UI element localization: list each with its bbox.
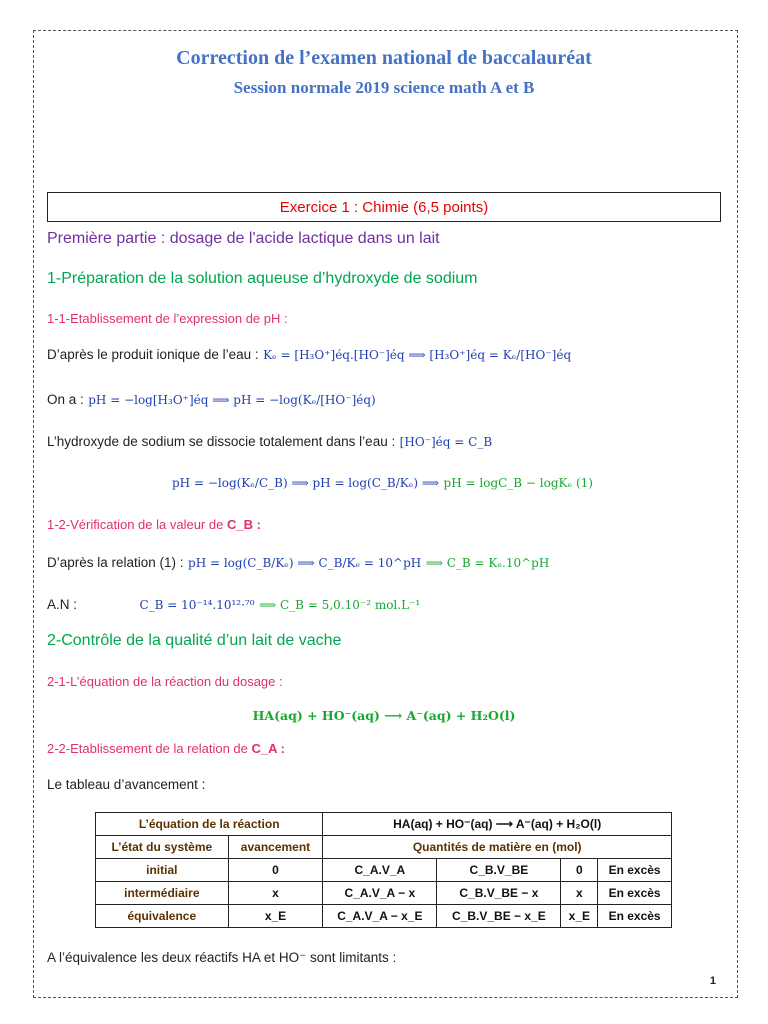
ph-formula-blue: pH = −log(Kₑ/C_B) ⟹ pH = log(C_B/Kₑ) ⟹ [172, 476, 440, 490]
table-row [96, 905, 672, 928]
hydroxyde-label: L’hydroxyde de sodium se dissocie totalement dans l’eau : [47, 434, 396, 449]
eau-label: D’après le produit ionique de l’eau : [47, 347, 259, 362]
table-cell: x_E [228, 905, 323, 928]
table-cell: Quantités de matière en (mol) [323, 836, 672, 859]
hydroxyde-line [47, 433, 492, 451]
table-row [96, 836, 672, 859]
hydroxyde-formula: [HO⁻]éq = C_B [399, 435, 493, 449]
table-cell: En excès [598, 882, 672, 905]
an-formula: C_B = 10⁻¹⁴.10¹²·⁷⁰ [139, 598, 255, 612]
tableau-label: Le tableau d’avancement : [47, 777, 206, 792]
subsection-1-2 [47, 517, 261, 532]
page-number: 1 [709, 975, 716, 987]
table-cell: L’état du système [96, 836, 229, 859]
table-cell: En excès [598, 905, 672, 928]
table-cell: HA(aq) + HO⁻(aq) ⟶ A⁻(aq) + H₂O(l) [323, 813, 672, 836]
table-cell: 0 [228, 859, 323, 882]
eau-line [47, 346, 571, 364]
relation-formula: pH = log(C_B/Kₑ) ⟹ C_B/Kₑ = 10^pH [188, 556, 422, 570]
subsection-2-2-label: 2-2-Etablissement de la relation de [47, 741, 248, 756]
subsection-2-2 [47, 741, 285, 756]
ph-formula-green: pH = logC_B − logKₑ (1) [443, 476, 593, 490]
exercise-title: Exercice 1 : Chimie (6,5 points) [279, 199, 489, 216]
document-subtitle: Session normale 2019 science math A et B [233, 78, 535, 97]
ona-line [47, 391, 376, 409]
table-row [96, 859, 672, 882]
relation-line [47, 554, 549, 572]
table-cell: équivalence [96, 905, 229, 928]
table-cell: intermédiaire [96, 882, 229, 905]
equivalence-text: A l’équivalence les deux réactifs HA et HO⁻ sont limitants : [47, 950, 397, 965]
an-line [47, 596, 420, 614]
ona-label: On a : [47, 392, 84, 407]
table-cell: 0 [561, 859, 598, 882]
table-cell: C_A.V_A − x_E [323, 905, 437, 928]
section-heading-1: 1-Préparation de la solution aqueuse d’hydroxyde de sodium [47, 270, 478, 287]
subsection-2-2-var: C_A : [251, 741, 285, 756]
subsection-1-2-label: 1-2-Vérification de la valeur de [47, 517, 224, 532]
progress-table [95, 812, 672, 928]
an-label: A.N : [47, 597, 78, 612]
table-cell: x [228, 882, 323, 905]
table-cell: C_B.V_BE − x [437, 882, 561, 905]
ona-formula: pH = −log[H₃O⁺]éq ⟹ pH = −log(Kₑ/[HO⁻]éq) [88, 393, 376, 407]
table-cell: En excès [598, 859, 672, 882]
table-cell: C_B.V_BE [437, 859, 561, 882]
table-cell: avancement [228, 836, 323, 859]
subsection-1-1: 1-1-Etablissement de l’expression de pH : [47, 311, 288, 326]
table-cell: x [561, 882, 598, 905]
table-cell: C_B.V_BE − x_E [437, 905, 561, 928]
table-cell: x_E [561, 905, 598, 928]
exercise-title-box [47, 192, 721, 222]
table-cell: C_A.V_A − x [323, 882, 437, 905]
reaction-equation: HA(aq) + HO⁻(aq) ⟶ A⁻(aq) + H₂O(l) [252, 708, 516, 723]
relation-label: D’après la relation (1) : [47, 555, 184, 570]
section-heading-2: 2-Contrôle de la qualité d’un lait de vache [47, 632, 342, 649]
table-cell: L’équation de la réaction [96, 813, 323, 836]
table-row [96, 813, 672, 836]
an-formula-green: ⟹ C_B = 5,0.10⁻² mol.L⁻¹ [258, 598, 421, 612]
table-cell: C_A.V_A [323, 859, 437, 882]
table-cell: initial [96, 859, 229, 882]
subsection-1-2-var: C_B : [226, 517, 261, 532]
relation-formula-green: ⟹ C_B = Kₑ.10^pH [425, 556, 550, 570]
document-title: Correction de l’examen national de baccalauréat [176, 47, 592, 69]
part-heading: Première partie : dosage de l'acide lactique dans un lait [47, 230, 440, 247]
table-row [96, 882, 672, 905]
subsection-2-1: 2-1-L’équation de la réaction du dosage : [47, 674, 283, 689]
eau-formula: Kₑ = [H₃O⁺]éq.[HO⁻]éq ⟹ [H₃O⁺]éq = Kₑ/[HO⁻]éq [263, 348, 572, 362]
ph-relation-line [172, 474, 593, 492]
